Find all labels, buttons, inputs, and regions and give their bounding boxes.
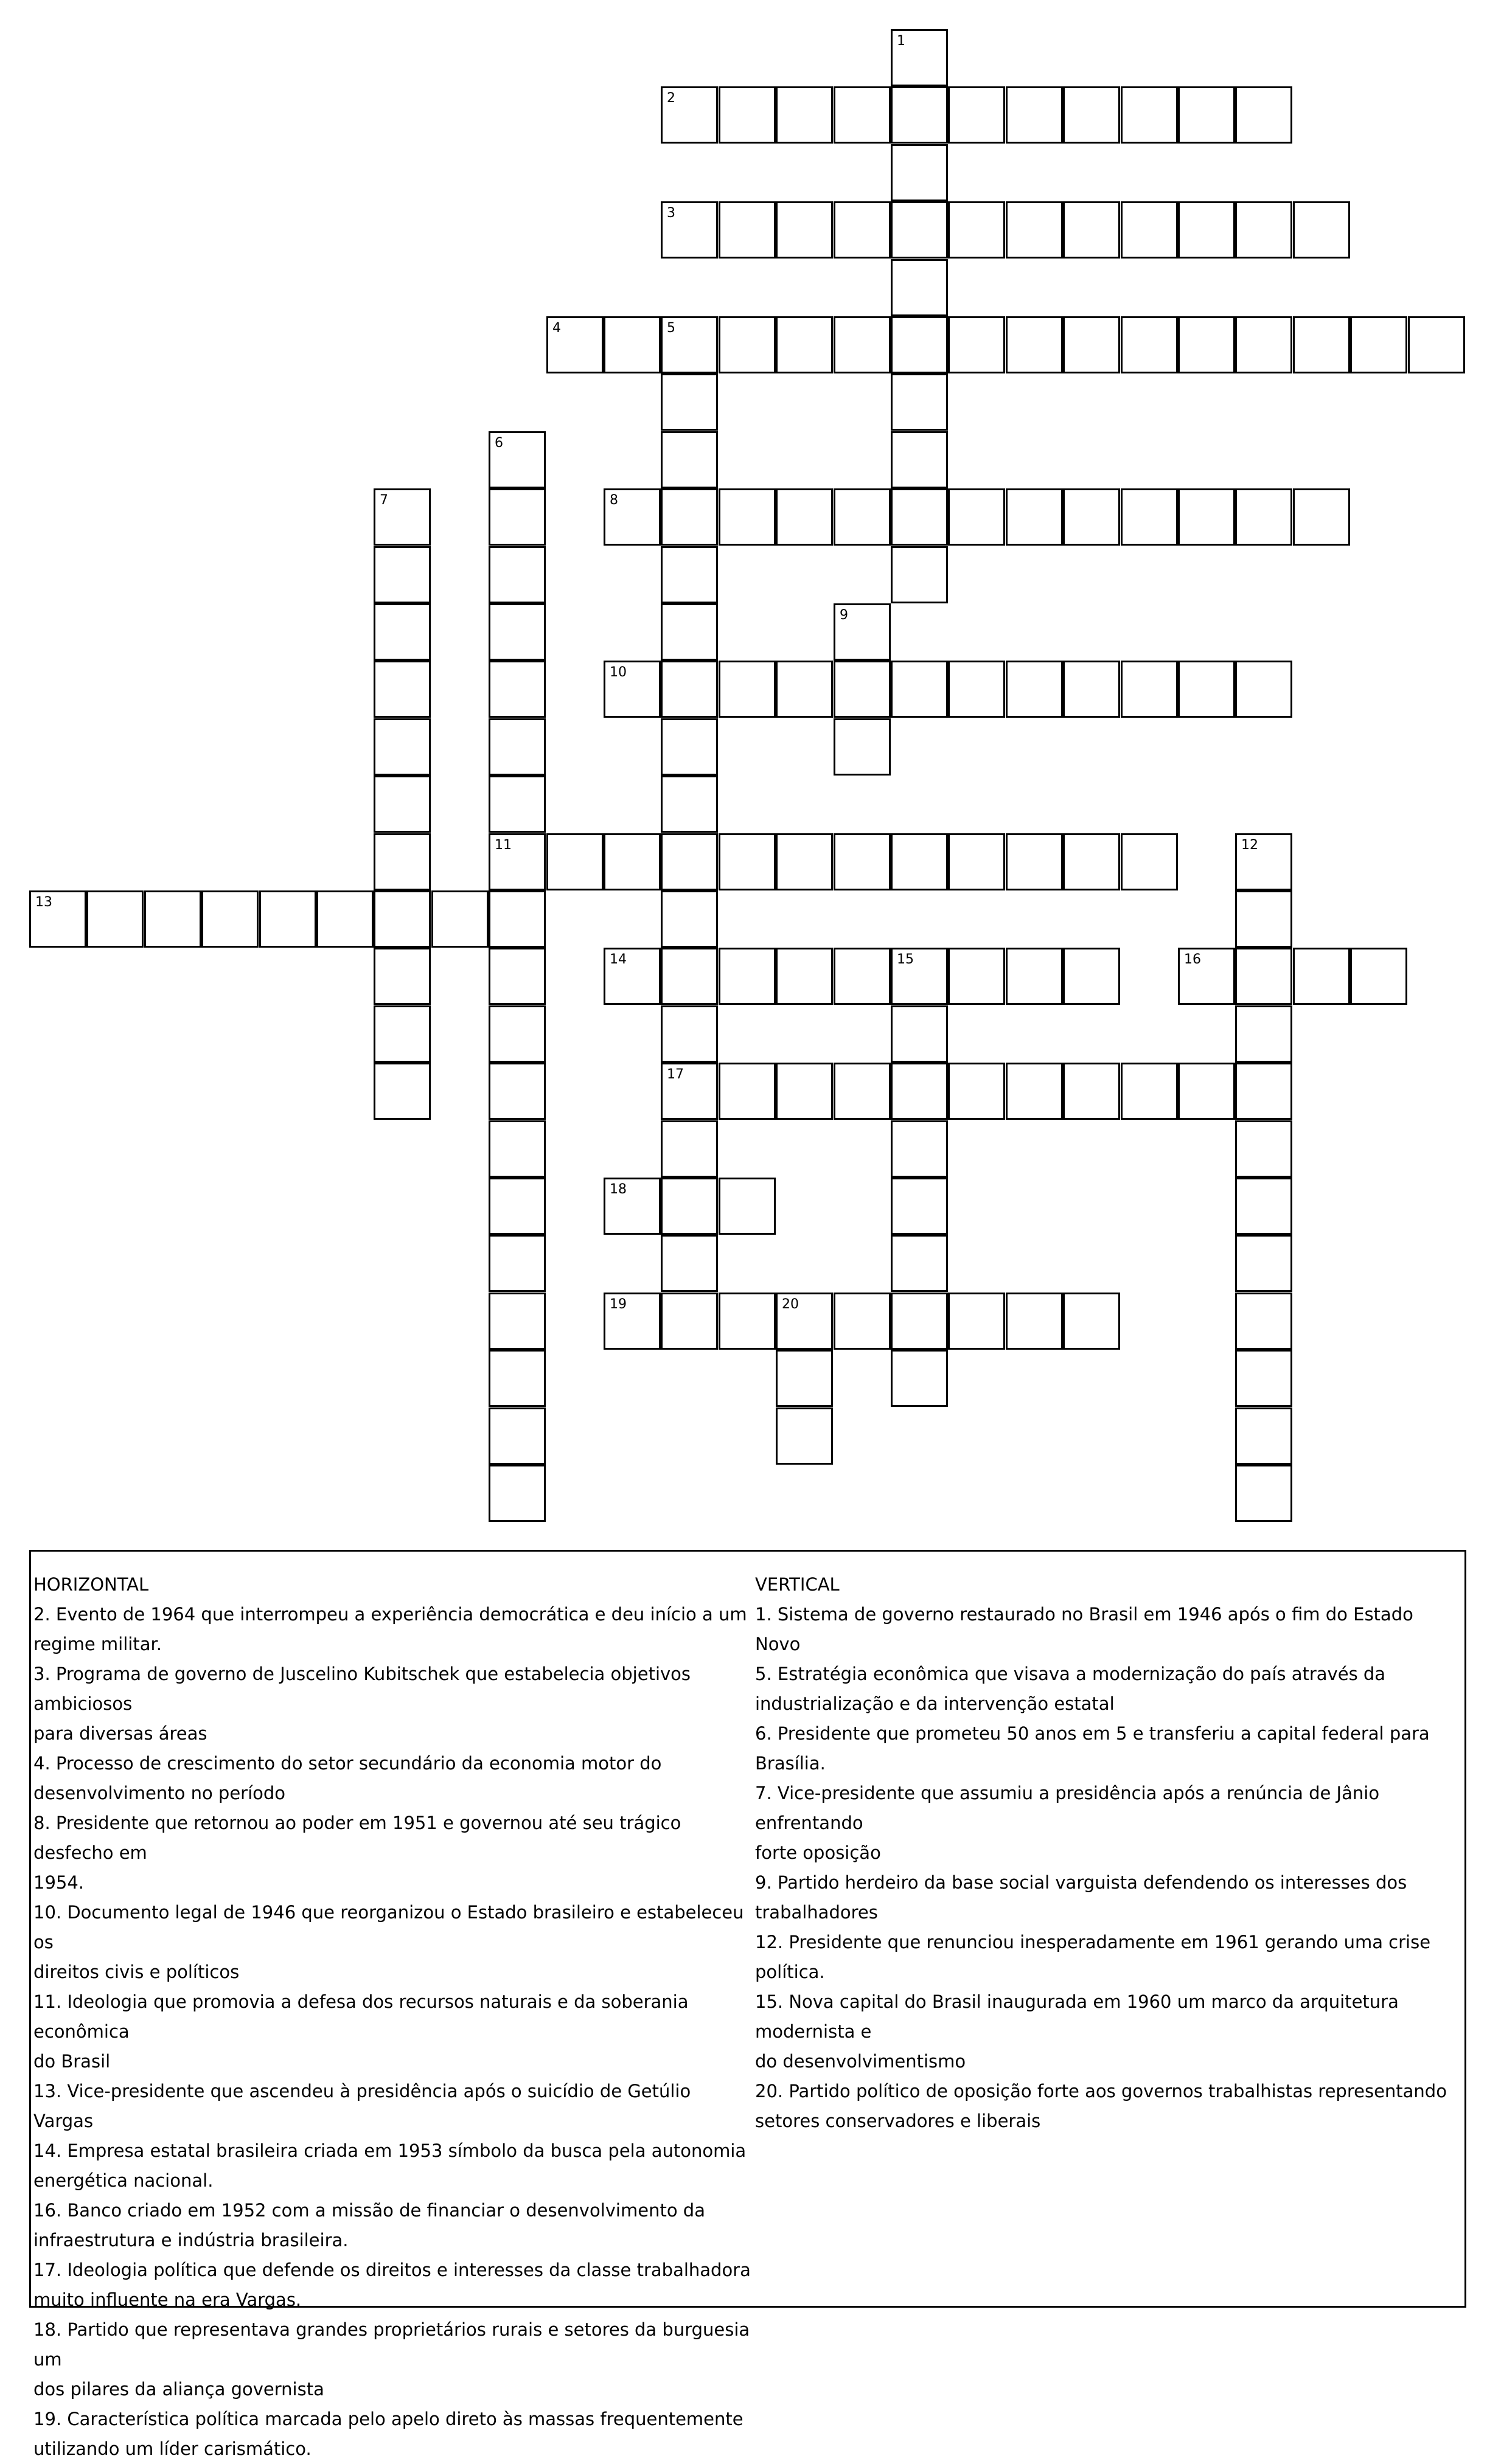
grid-cell[interactable] — [719, 1063, 776, 1120]
grid-cell[interactable] — [431, 890, 489, 948]
grid-cell[interactable] — [1235, 1407, 1292, 1465]
grid-cell[interactable] — [1006, 948, 1063, 1005]
grid-cell[interactable] — [604, 661, 661, 718]
grid-cell[interactable] — [1235, 890, 1292, 948]
grid-cell[interactable] — [776, 1350, 833, 1407]
horizontal-clue-list — [33, 1600, 751, 2464]
grid-cell[interactable] — [776, 1407, 833, 1465]
grid-cell[interactable] — [1235, 1350, 1292, 1407]
grid-cell[interactable] — [374, 546, 431, 603]
grid-cell[interactable] — [661, 546, 718, 603]
grid-cell[interactable] — [661, 776, 718, 833]
grid-cell[interactable] — [489, 948, 546, 1005]
grid-cell[interactable] — [374, 1063, 431, 1120]
horizontal-clue-line: utilizando um líder carismático. — [33, 2438, 312, 2459]
horizontal-clues — [33, 1570, 751, 2464]
horizontal-heading: HORIZONTAL — [33, 1574, 149, 1595]
grid-cell[interactable] — [489, 1350, 546, 1407]
grid-cell[interactable] — [1293, 201, 1350, 259]
grid-cell[interactable] — [661, 1005, 718, 1063]
grid-cell[interactable] — [1293, 948, 1350, 1005]
grid-cell[interactable] — [834, 488, 891, 546]
grid-cell[interactable] — [1063, 1063, 1120, 1120]
vertical-clue-line: setores conservadores e liberais — [755, 2111, 1041, 2131]
grid-cell[interactable] — [604, 1178, 661, 1235]
grid-cell[interactable] — [891, 1350, 948, 1407]
horizontal-clue-line: dos pilares da aliança governista — [33, 2379, 324, 2400]
grid-cell[interactable] — [489, 1178, 546, 1235]
grid-cell[interactable] — [86, 890, 144, 948]
grid-cell[interactable] — [489, 1465, 546, 1522]
grid-cell[interactable] — [1235, 1178, 1292, 1235]
grid-cell[interactable] — [661, 718, 718, 776]
grid-cell[interactable] — [546, 316, 604, 373]
grid-cell[interactable] — [719, 86, 776, 144]
grid-cell[interactable] — [1121, 1063, 1178, 1120]
grid-cell[interactable] — [604, 316, 661, 373]
grid-cell[interactable] — [891, 546, 948, 603]
grid-cell[interactable] — [1006, 833, 1063, 890]
vertical-clue-line: 15. Nova capital do Brasil inaugurada em 1960 um marco da arquitetura modernista e — [755, 1991, 1399, 2042]
grid-cell[interactable] — [1235, 1120, 1292, 1178]
grid-cell[interactable] — [1178, 86, 1235, 144]
grid-cell[interactable] — [719, 833, 776, 890]
grid-cell[interactable] — [1293, 488, 1350, 546]
grid-cell[interactable] — [948, 833, 1005, 890]
horizontal-clue-line: direitos civis e políticos — [33, 1962, 240, 1982]
grid-cell[interactable] — [489, 431, 546, 488]
grid-cell[interactable] — [489, 718, 546, 776]
vertical-clues — [755, 1570, 1461, 2136]
grid-cell[interactable] — [891, 1063, 948, 1120]
grid-cell[interactable] — [776, 316, 833, 373]
grid-cell[interactable] — [661, 201, 718, 259]
horizontal-clue-line: 19. Característica política marcada pelo apelo direto às massas frequentemente — [33, 2409, 744, 2429]
grid-cell[interactable] — [604, 1293, 661, 1350]
grid-cell[interactable] — [776, 948, 833, 1005]
grid-cell[interactable] — [604, 948, 661, 1005]
grid-cell[interactable] — [1235, 661, 1292, 718]
grid-cell[interactable] — [776, 1293, 833, 1350]
grid-cell[interactable] — [1063, 488, 1120, 546]
grid-cell[interactable] — [489, 488, 546, 546]
vertical-clue-line: 1. Sistema de governo restaurado no Brasil em 1946 após o fim do Estado Novo — [755, 1604, 1413, 1654]
grid-cell[interactable] — [891, 29, 948, 86]
grid-cell[interactable] — [719, 201, 776, 259]
grid-cell[interactable] — [948, 201, 1005, 259]
clue-number: 2 — [667, 91, 675, 106]
horizontal-clue-line: desenvolvimento no período — [33, 1783, 286, 1803]
grid-cell[interactable] — [891, 661, 948, 718]
grid-cell[interactable] — [1235, 86, 1292, 144]
grid-cell[interactable] — [374, 488, 431, 546]
grid-cell[interactable] — [1235, 1293, 1292, 1350]
grid-cell[interactable] — [604, 833, 661, 890]
grid-cell[interactable] — [1235, 1465, 1292, 1522]
vertical-clue-line: 5. Estratégia econômica que visava a modernização do país através da — [755, 1664, 1386, 1684]
grid-cell[interactable] — [1235, 1063, 1292, 1120]
clue-number: 4 — [552, 321, 561, 336]
grid-cell[interactable] — [1006, 86, 1063, 144]
grid-cell[interactable] — [776, 488, 833, 546]
grid-cell[interactable] — [374, 661, 431, 718]
grid-cell[interactable] — [1063, 86, 1120, 144]
grid-cell[interactable] — [661, 890, 718, 948]
horizontal-clue-line: infraestrutura e indústria brasileira. — [33, 2230, 349, 2251]
grid-cell[interactable] — [1235, 833, 1292, 890]
grid-cell[interactable] — [719, 316, 776, 373]
grid-cell[interactable] — [374, 1005, 431, 1063]
grid-cell[interactable] — [1235, 1235, 1292, 1292]
grid-cell[interactable] — [661, 1063, 718, 1120]
grid-cell[interactable] — [489, 546, 546, 603]
grid-cell[interactable] — [834, 603, 891, 661]
grid-cell[interactable] — [489, 1120, 546, 1178]
grid-cell[interactable] — [1235, 948, 1292, 1005]
clues-box — [29, 1550, 1466, 2459]
horizontal-clue-line: 4. Processo de crescimento do setor secundário da economia motor do — [33, 1753, 662, 1774]
grid-cell[interactable] — [1006, 661, 1063, 718]
clue-number: 12 — [1241, 838, 1258, 853]
clue-number: 6 — [495, 436, 503, 451]
grid-cell[interactable] — [891, 1178, 948, 1235]
grid-cell[interactable] — [316, 890, 374, 948]
horizontal-clue-line: regime militar. — [33, 1634, 162, 1654]
grid-cell[interactable] — [661, 948, 718, 1005]
vertical-clue-line: 9. Partido herdeiro da base social varguista defendendo os interesses dos — [755, 1872, 1407, 1893]
grid-cell[interactable] — [374, 833, 431, 890]
clue-number: 9 — [840, 608, 848, 623]
grid-cell[interactable] — [604, 488, 661, 546]
grid-cell[interactable] — [891, 86, 948, 144]
grid-cell[interactable] — [948, 1063, 1005, 1120]
grid-cell[interactable] — [1121, 86, 1178, 144]
vertical-clue-line: forte oposição — [755, 1842, 881, 1863]
grid-cell[interactable] — [661, 1293, 718, 1350]
grid-cell[interactable] — [776, 833, 833, 890]
grid-cell[interactable] — [948, 86, 1005, 144]
vertical-clue-line: do desenvolvimentismo — [755, 2051, 966, 2072]
grid-cell[interactable] — [1121, 201, 1178, 259]
grid-cell[interactable] — [891, 1293, 948, 1350]
grid-cell[interactable] — [1178, 1063, 1235, 1120]
grid-cell[interactable] — [1063, 833, 1120, 890]
grid-cell[interactable] — [834, 86, 891, 144]
grid-cell[interactable] — [776, 86, 833, 144]
grid-cell[interactable] — [374, 718, 431, 776]
grid-cell[interactable] — [719, 661, 776, 718]
grid-cell[interactable] — [1235, 201, 1292, 259]
grid-cell[interactable] — [1408, 316, 1465, 373]
grid-cell[interactable] — [489, 1005, 546, 1063]
vertical-clue-line: trabalhadores — [755, 1902, 878, 1923]
grid-cell[interactable] — [891, 488, 948, 546]
grid-cell[interactable] — [1293, 316, 1350, 373]
grid-cell[interactable] — [834, 201, 891, 259]
grid-cell[interactable] — [1121, 661, 1178, 718]
clue-number: 16 — [1184, 952, 1201, 967]
grid-cell[interactable] — [1235, 488, 1292, 546]
clue-number: 5 — [667, 321, 675, 336]
grid-cell[interactable] — [1178, 201, 1235, 259]
clue-number: 14 — [610, 952, 627, 967]
grid-cell[interactable] — [1006, 1293, 1063, 1350]
grid-cell[interactable] — [144, 890, 201, 948]
grid-cell[interactable] — [891, 373, 948, 431]
grid-cell[interactable] — [489, 1235, 546, 1292]
grid-cell[interactable] — [834, 833, 891, 890]
grid-cell[interactable] — [834, 1293, 891, 1350]
grid-cell[interactable] — [1121, 833, 1178, 890]
grid-cell[interactable] — [891, 431, 948, 488]
clue-number: 19 — [610, 1297, 627, 1312]
grid-cell[interactable] — [948, 488, 1005, 546]
grid-cell[interactable] — [374, 776, 431, 833]
horizontal-clue-line: 13. Vice-presidente que ascendeu à presidência após o suicídio de Getúlio Vargas — [33, 2081, 691, 2131]
clue-number: 18 — [610, 1182, 627, 1197]
grid-cell[interactable] — [948, 316, 1005, 373]
grid-cell[interactable] — [719, 948, 776, 1005]
grid-cell[interactable] — [1350, 948, 1407, 1005]
horizontal-clue-line: 10. Documento legal de 1946 que reorganizou o Estado brasileiro e estabeleceu os — [33, 1902, 744, 1952]
grid-cell[interactable] — [776, 661, 833, 718]
grid-cell[interactable] — [1235, 316, 1292, 373]
grid-cell[interactable] — [1063, 948, 1120, 1005]
grid-cell[interactable] — [891, 144, 948, 201]
grid-cell[interactable] — [661, 373, 718, 431]
grid-cell[interactable] — [948, 1293, 1005, 1350]
grid-cell[interactable] — [661, 603, 718, 661]
grid-cell[interactable] — [719, 1178, 776, 1235]
horizontal-clue-line: 16. Banco criado em 1952 com a missão de financiar o desenvolvimento da — [33, 2200, 705, 2221]
grid-cell[interactable] — [489, 661, 546, 718]
grid-cell[interactable] — [719, 1293, 776, 1350]
grid-cell[interactable] — [1006, 201, 1063, 259]
grid-cell[interactable] — [834, 316, 891, 373]
grid-cell[interactable] — [1063, 201, 1120, 259]
grid-cell[interactable] — [776, 1063, 833, 1120]
horizontal-clue-line: 3. Programa de governo de Juscelino Kubitschek que estabelecia objetivos ambiciosos — [33, 1664, 691, 1714]
grid-cell[interactable] — [374, 890, 431, 948]
grid-cell[interactable] — [891, 948, 948, 1005]
grid-cell[interactable] — [891, 316, 948, 373]
clue-number: 15 — [897, 952, 914, 967]
horizontal-clue-line: 8. Presidente que retornou ao poder em 1951 e governou até seu trágico desfecho em — [33, 1813, 681, 1863]
grid-cell[interactable] — [1350, 316, 1407, 373]
grid-cell[interactable] — [1006, 1063, 1063, 1120]
horizontal-clue-line: 1954. — [33, 1872, 85, 1893]
vertical-clue-line: 12. Presidente que renunciou inesperadamente em 1961 gerando uma crise política. — [755, 1932, 1431, 1982]
vertical-clue-line: 6. Presidente que prometeu 50 anos em 5 e transferiu a capital federal para Brasília. — [755, 1723, 1430, 1774]
grid-cell[interactable] — [1121, 316, 1178, 373]
grid-cell[interactable] — [489, 1293, 546, 1350]
horizontal-clue-line: 14. Empresa estatal brasileira criada em 1953 símbolo da busca pela autonomia — [33, 2140, 747, 2161]
grid-cell[interactable] — [948, 948, 1005, 1005]
grid-cell[interactable] — [891, 833, 948, 890]
grid-cell[interactable] — [489, 1063, 546, 1120]
clue-number: 1 — [897, 33, 905, 49]
clue-number: 11 — [495, 838, 512, 853]
grid-cell[interactable] — [834, 718, 891, 776]
horizontal-clue-line: 17. Ideologia política que defende os direitos e interesses da classe trabalhadora — [33, 2260, 751, 2280]
grid-cell[interactable] — [661, 1235, 718, 1292]
horizontal-clue-line: energética nacional. — [33, 2170, 214, 2191]
grid-cell[interactable] — [661, 1178, 718, 1235]
grid-cell[interactable] — [1178, 488, 1235, 546]
grid-cell[interactable] — [1063, 661, 1120, 718]
grid-cell[interactable] — [1063, 316, 1120, 373]
clue-number: 10 — [610, 665, 627, 680]
grid-cell[interactable] — [374, 948, 431, 1005]
grid-cell[interactable] — [834, 948, 891, 1005]
grid-cell[interactable] — [891, 1235, 948, 1292]
grid-cell[interactable] — [1178, 661, 1235, 718]
vertical-clue-line: 7. Vice-presidente que assumiu a presidência após a renúncia de Jânio enfrentando — [755, 1783, 1380, 1833]
grid-cell[interactable] — [29, 890, 86, 948]
grid-cell[interactable] — [661, 431, 718, 488]
horizontal-clue-line: 2. Evento de 1964 que interrompeu a experiência democrática e deu início a um — [33, 1604, 747, 1625]
grid-cell[interactable] — [489, 776, 546, 833]
horizontal-clue-line: muito influente na era Vargas. — [33, 2289, 302, 2310]
grid-cell[interactable] — [661, 661, 718, 718]
horizontal-clue-line: para diversas áreas — [33, 1723, 207, 1744]
grid-cell[interactable] — [1121, 488, 1178, 546]
grid-cell[interactable] — [776, 201, 833, 259]
clue-number: 13 — [35, 895, 52, 910]
vertical-heading: VERTICAL — [755, 1574, 840, 1595]
grid-cell[interactable] — [661, 1120, 718, 1178]
grid-cell[interactable] — [891, 1005, 948, 1063]
vertical-clue-list — [755, 1600, 1461, 2136]
grid-cell[interactable] — [374, 603, 431, 661]
grid-cell[interactable] — [201, 890, 259, 948]
grid-cell[interactable] — [259, 890, 316, 948]
grid-cell[interactable] — [1178, 948, 1235, 1005]
clue-number: 7 — [380, 493, 388, 508]
grid-cell[interactable] — [1235, 1005, 1292, 1063]
horizontal-clue-line: do Brasil — [33, 2051, 111, 2072]
grid-cell[interactable] — [489, 603, 546, 661]
grid-cell[interactable] — [891, 259, 948, 316]
grid-cell[interactable] — [1006, 488, 1063, 546]
horizontal-clue-line: 18. Partido que representava grandes proprietários rurais e setores da burguesia um — [33, 2319, 750, 2370]
grid-cell[interactable] — [546, 833, 604, 890]
grid-cell[interactable] — [891, 1120, 948, 1178]
grid-cell[interactable] — [489, 1407, 546, 1465]
grid-cell[interactable] — [891, 201, 948, 259]
grid-cell[interactable] — [661, 86, 718, 144]
grid-cell[interactable] — [1006, 316, 1063, 373]
grid-cell[interactable] — [661, 488, 718, 546]
clue-number: 20 — [782, 1297, 799, 1312]
horizontal-clue-line: 11. Ideologia que promovia a defesa dos recursos naturais e da soberania econômica — [33, 1991, 689, 2042]
grid-cell[interactable] — [834, 1063, 891, 1120]
grid-cell[interactable] — [1178, 316, 1235, 373]
grid-cell[interactable] — [661, 833, 718, 890]
clue-number: 3 — [667, 206, 675, 221]
grid-cell[interactable] — [489, 890, 546, 948]
grid-cell[interactable] — [661, 316, 718, 373]
grid-cell[interactable] — [948, 661, 1005, 718]
grid-cell[interactable] — [1063, 1293, 1120, 1350]
grid-cell[interactable] — [719, 488, 776, 546]
clue-number: 8 — [610, 493, 618, 508]
vertical-clue-line: industrialização e da intervenção estatal — [755, 1693, 1115, 1714]
vertical-clue-line: 20. Partido político de oposição forte aos governos trabalhistas representando — [755, 2081, 1447, 2101]
clue-number: 17 — [667, 1067, 684, 1082]
grid-cell[interactable] — [489, 833, 546, 890]
grid-cell[interactable] — [834, 661, 891, 718]
